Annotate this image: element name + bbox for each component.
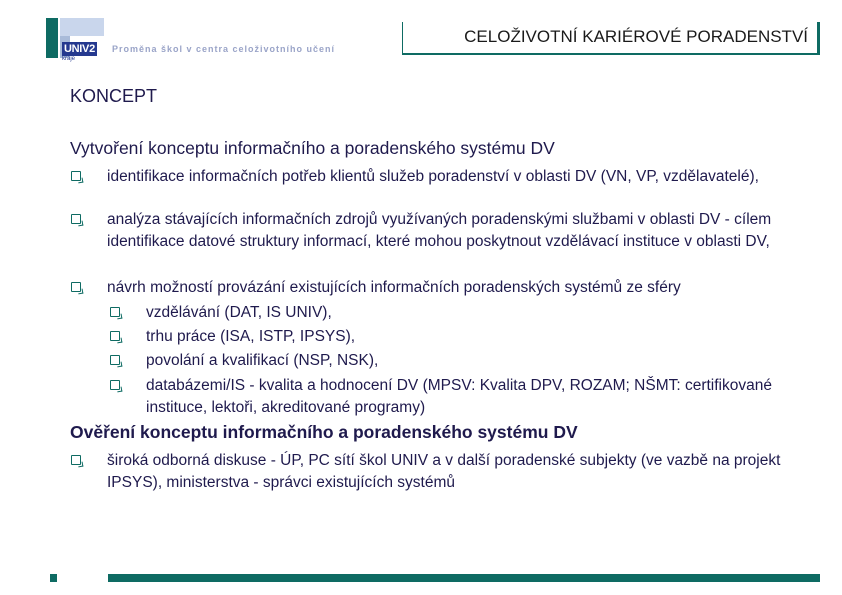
sublist-item: databázemi/IS - kvalita a hodnocení DV (MPSV: Kvalita DPV, ROZAM; NŠMT: certifikované instituce, lektoři, akreditované programy) <box>146 377 772 416</box>
heading-create-concept: Vytvoření konceptu informačního a poradenského systému DV <box>70 138 555 158</box>
page-title: CELOŽIVOTNÍ KARIÉROVÉ PORADENSTVÍ <box>464 27 808 46</box>
checkbox-bullet-icon <box>110 380 120 390</box>
logo <box>46 18 366 66</box>
section-title: KONCEPT <box>70 86 158 106</box>
list-item: návrh možností provázání existujících informačních poradenských systémů ze sféry <box>107 279 681 296</box>
header-corner <box>817 22 820 55</box>
sublist-item: trhu práce (ISA, ISTP, IPSYS), <box>146 328 356 345</box>
footer-rule <box>108 574 820 582</box>
checkbox-bullet-icon <box>110 331 120 341</box>
logo-sub: kraje <box>62 56 76 62</box>
logo-mark-block <box>46 18 58 58</box>
heading-verify-concept: Ověření konceptu informačního a poradenského systému DV <box>70 422 578 442</box>
footer-square <box>50 574 57 582</box>
header-rule <box>402 53 820 55</box>
list-item: analýza stávajících informačních zdrojů využívaných poradenskými službami v oblasti DV - cílem identifikace datové struktury informací, které mohou poskytnout vzdělávací instituce v oblasti DV, <box>107 211 772 250</box>
logo-mark-block <box>60 18 104 36</box>
checkbox-bullet-icon <box>71 171 81 181</box>
logo-name: UNIV2 <box>64 43 95 55</box>
checkbox-bullet-icon <box>71 455 81 465</box>
checkbox-bullet-icon <box>110 355 120 365</box>
sublist-item: povolání a kvalifikací (NSP, NSK), <box>146 352 379 369</box>
list-item: široká odborná diskuse - ÚP, PC sítí škol UNIV a v další poradenské subjekty (ve vazbě na projekt IPSYS), ministerstva - správci existujících systémů <box>107 452 781 491</box>
checkbox-bullet-icon <box>71 282 81 292</box>
sublist-item: vzdělávání (DAT, IS UNIV), <box>146 304 332 321</box>
checkbox-bullet-icon <box>110 307 120 317</box>
logo-tagline: Proměna škol v centra celoživotního učení <box>112 44 336 54</box>
list-item: identifikace informačních potřeb klientů služeb poradenství v oblasti DV (VN, VP, vzdělavatelé), <box>107 168 759 185</box>
header-divider <box>402 22 403 54</box>
checkbox-bullet-icon <box>71 214 81 224</box>
